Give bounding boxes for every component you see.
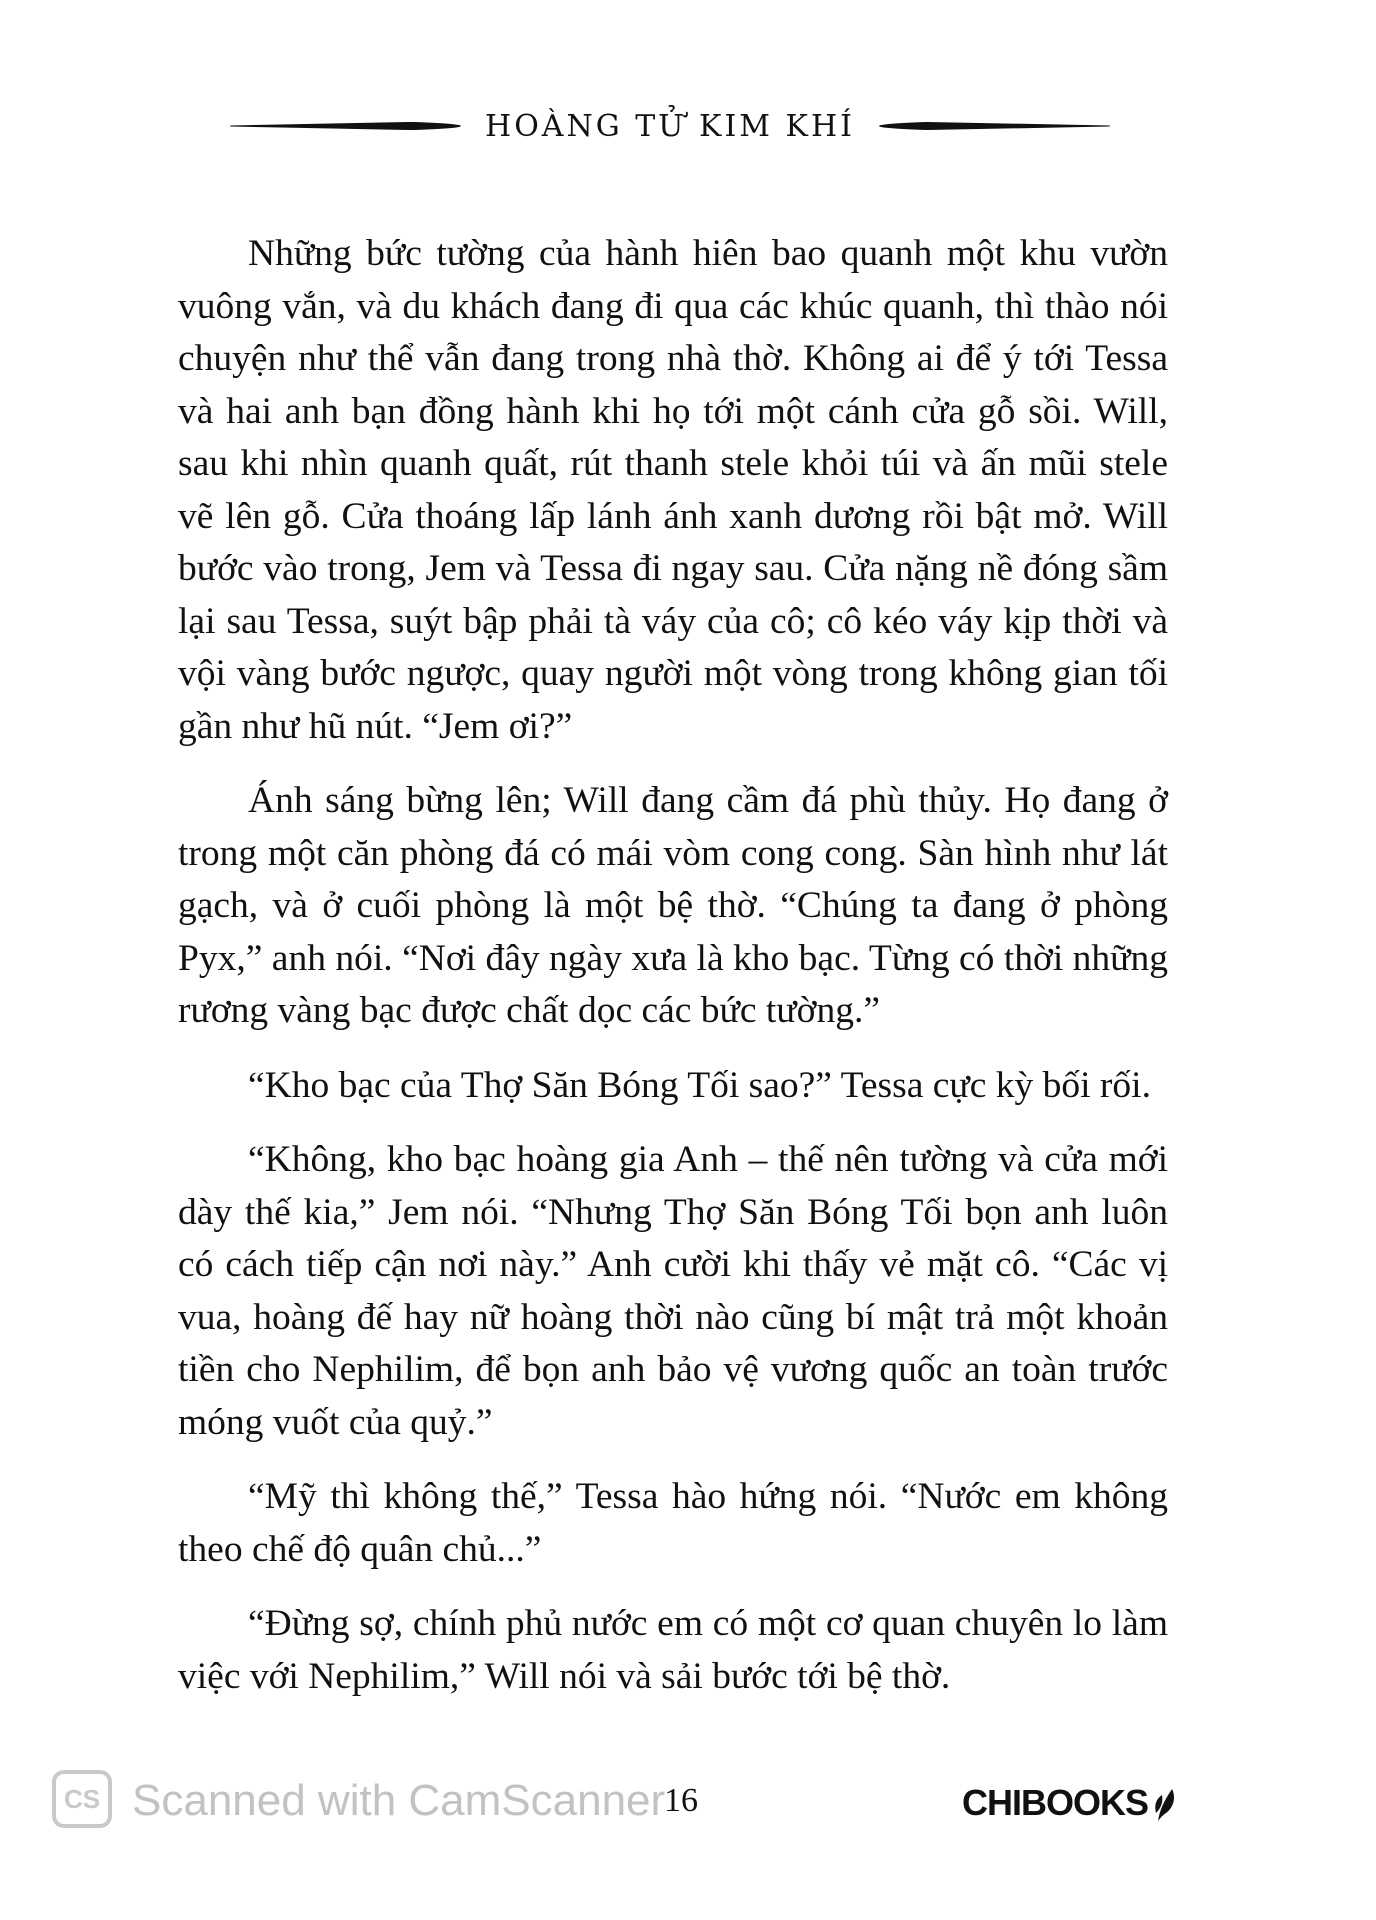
page-body [178, 228, 1168, 1725]
paragraph: Ánh sáng bừng lên; Will đang cầm đá phù thủy. Họ đang ở trong một căn phòng đá có mái vòm cong cong. Sàn hình như lát gạch, và ở cuối phòng là một bệ thờ. “Chúng ta đang ở phòng Pyx,” anh nói. “Nơi đây ngày xưa là kho bạc. Từng có thời những rương vàng bạc được chất dọc các bức tường.” [178, 780, 1168, 1031]
running-header [230, 96, 1110, 156]
camscanner-logo-icon: CS [52, 1770, 112, 1828]
header-rule-left [230, 121, 461, 131]
page-number: 16 [664, 1782, 698, 1819]
page-footer [52, 1764, 1182, 1834]
paragraph: “Không, kho bạc hoàng gia Anh – thế nên tường và cửa mới dày thế kia,” Jem nói. “Nhưng Thợ Săn Bóng Tối bọn anh luôn có cách tiếp cận nơi này.” Anh cười khi thấy vẻ mặt cô. “Các vị vua, hoàng đế hay nữ hoàng thời nào cũng bí mật trả một khoản tiền cho Nephilim, để bọn anh bảo vệ vương quốc an toàn trước móng vuốt của quỷ.” [178, 1139, 1168, 1443]
paragraph: “Mỹ thì không thế,” Tessa hào hứng nói. “Nước em không theo chế độ quân chủ...” [178, 1476, 1168, 1570]
publisher-name: CHIBOOKS [961, 1782, 1148, 1823]
paragraph: “Đừng sợ, chính phủ nước em có một cơ quan chuyên lo làm việc với Nephilim,” Will nói và sải bước tới bệ thờ. [178, 1603, 1168, 1697]
leaf-icon [1152, 1783, 1182, 1823]
paragraph: Những bức tường của hành hiên bao quanh một khu vườn vuông vắn, và du khách đang đi qua các khúc quanh, thì thào nói chuyện như thể vẫn đang trong nhà thờ. Không ai để ý tới Tessa và hai anh bạn đồng hành khi họ tới một cánh cửa gỗ sồi. Will, sau khi nhìn quanh quất, rút thanh stele khỏi túi và ấn mũi stele vẽ lên gỗ. Cửa thoáng lấp lánh ánh xanh dương rồi bật mở. Will bước vào trong, Jem và Tessa đi ngay sau. Cửa nặng nề đóng sầm lại sau Tessa, suýt bập phải tà váy của cô; cô kéo váy kịp thời và vội vàng bước ngược, quay người một vòng trong không gian tối gần như hũ nút. “Jem ơi?” [178, 233, 1168, 747]
scanner-watermark: Scanned with CamScanner [132, 1776, 666, 1825]
publisher-logo [962, 1782, 1182, 1824]
paragraph: “Kho bạc của Thợ Săn Bóng Tối sao?” Tessa cực kỳ bối rối. [248, 1064, 1151, 1106]
running-head-title: HOÀNG TỬ KIM KHÍ [485, 108, 855, 144]
header-rule-right [879, 121, 1110, 131]
